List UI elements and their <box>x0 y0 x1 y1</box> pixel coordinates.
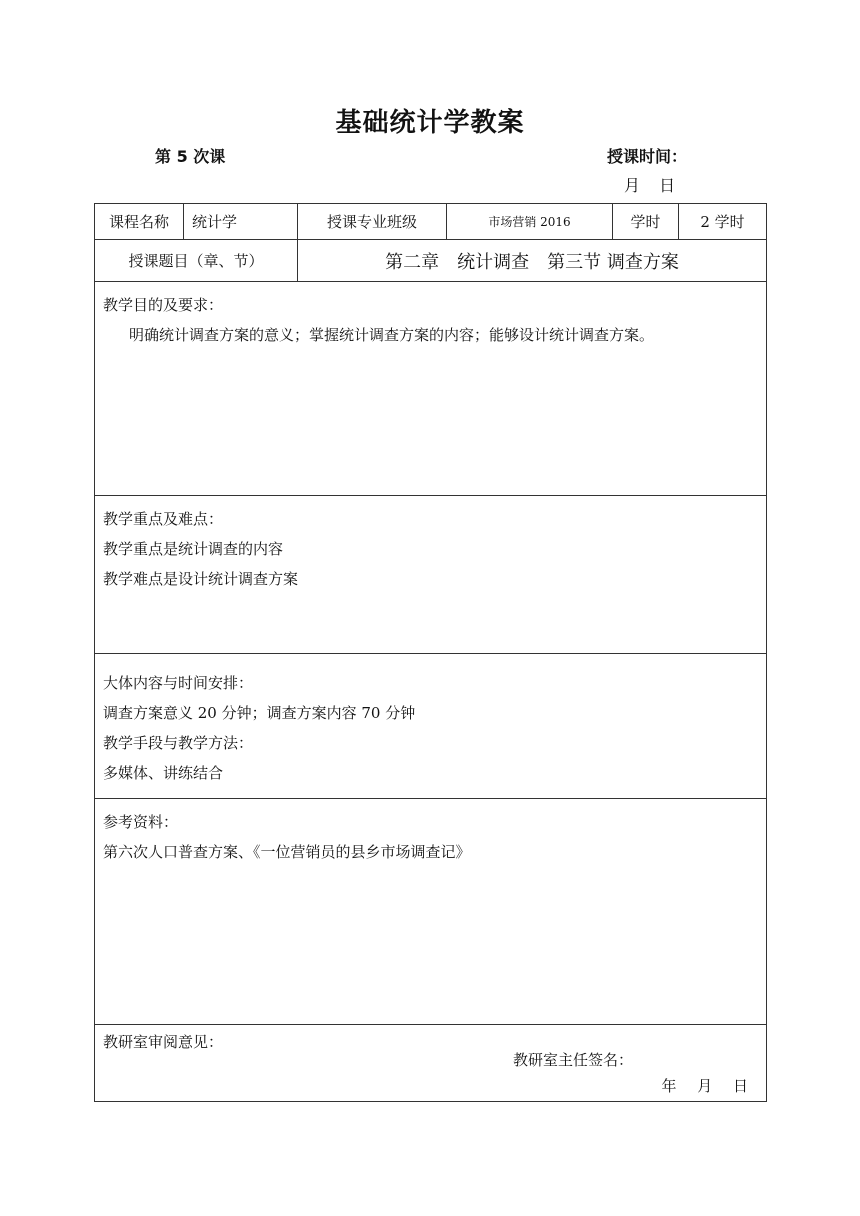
objectives-heading: 教学目的及要求： <box>103 296 224 314</box>
methods-text: 多媒体、讲练结合 <box>103 764 224 782</box>
key-point-difficulty: 教学难点是设计统计调查方案 <box>103 570 299 588</box>
topic-row <box>95 240 767 282</box>
objectives-row <box>95 282 767 496</box>
hours-value: 2 学时 <box>679 204 767 240</box>
content-cell <box>95 654 767 799</box>
references-cell <box>95 799 767 1025</box>
topic-label: 授课题目（章、节） <box>95 240 298 282</box>
content-heading: 大体内容与时间安排： <box>103 674 254 692</box>
teaching-time-label: 授课时间： <box>607 147 688 166</box>
class-value: 市场营销 2016 <box>447 204 613 240</box>
teaching-date: 月 日 <box>624 176 676 195</box>
references-text: 第六次人口普查方案、《一位营销员的县乡市场调查记》 <box>103 843 471 861</box>
review-date: 年 月 日 <box>661 1077 748 1095</box>
methods-heading: 教学手段与教学方法： <box>103 734 254 752</box>
class-label: 授课专业班级 <box>298 204 447 240</box>
director-signature-label: 教研室主任签名： <box>513 1051 634 1069</box>
review-row <box>95 1025 767 1102</box>
topic-value: 第二章 统计调查 第三节 调查方案 <box>298 240 767 282</box>
review-cell <box>95 1025 767 1102</box>
course-info-row <box>95 204 767 240</box>
key-points-row <box>95 496 767 654</box>
objectives-cell <box>95 282 767 496</box>
content-schedule: 调查方案意义 20 分钟；调查方案内容 70 分钟 <box>103 704 416 722</box>
hours-label: 学时 <box>613 204 679 240</box>
references-heading: 参考资料： <box>103 813 179 831</box>
objectives-text: 明确统计调查方案的意义；掌握统计调查方案的内容；能够设计统计调查方案。 <box>129 326 655 344</box>
key-point-focus: 教学重点是统计调查的内容 <box>103 540 284 558</box>
key-points-heading: 教学重点及难点： <box>103 510 224 528</box>
review-heading: 教研室审阅意见： <box>103 1033 224 1051</box>
references-row <box>95 799 767 1025</box>
document-title: 基础统计学教案 <box>335 108 525 138</box>
course-name-value: 统计学 <box>184 204 298 240</box>
lesson-plan-table <box>94 203 767 1102</box>
content-row <box>95 654 767 799</box>
key-points-cell <box>95 496 767 654</box>
lesson-number: 第 5 次课 <box>155 147 226 166</box>
course-name-label: 课程名称 <box>95 204 184 240</box>
